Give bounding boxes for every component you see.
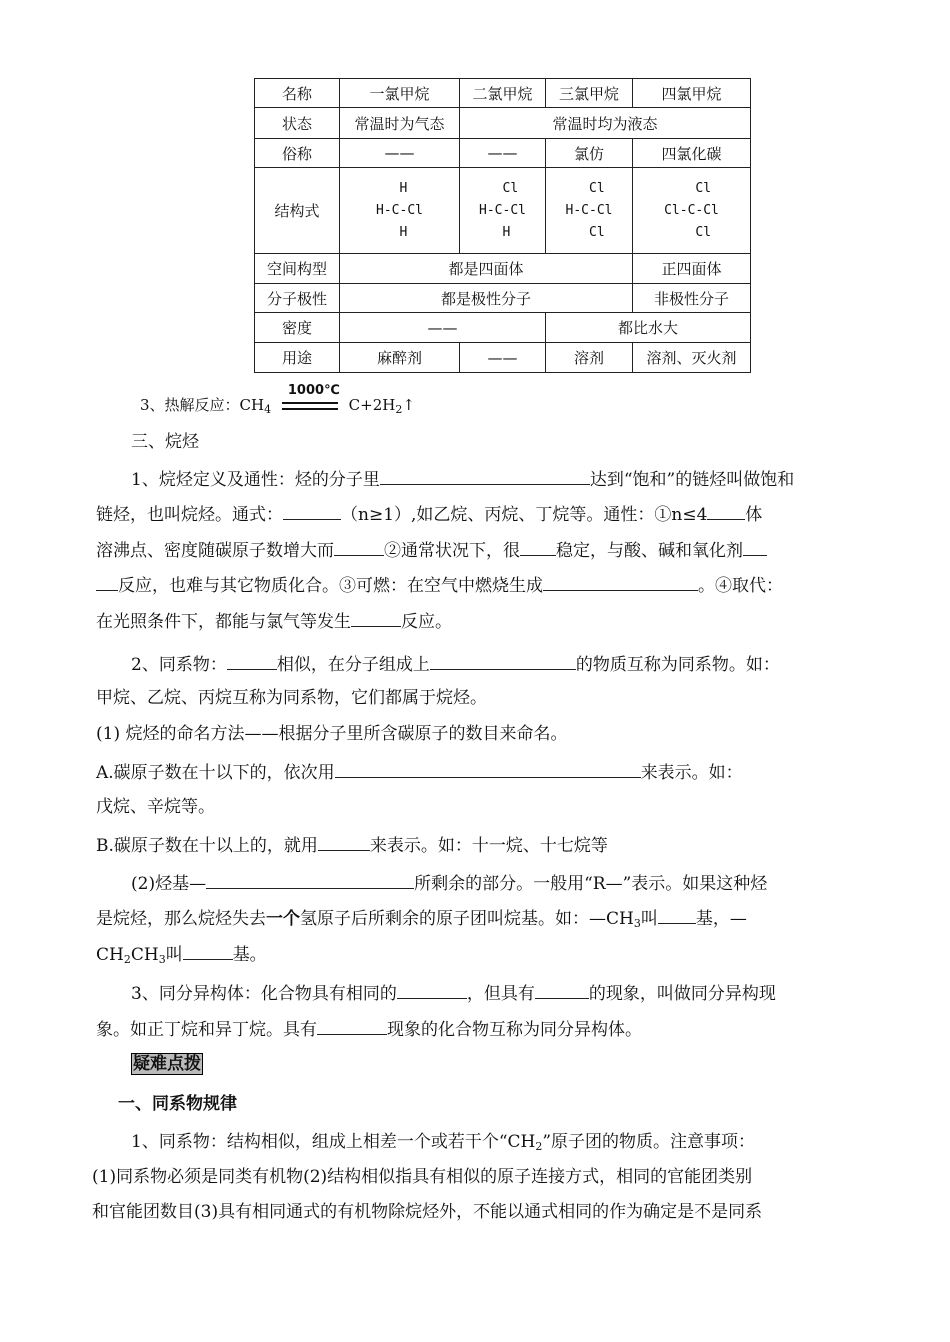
alkane-definition-line3: 溶沸点、密度随碳原子数增大而 ②通常状况下，很 稳定，与酸、碱和氧化剂 <box>96 537 767 563</box>
homolog-line2: 甲烷、乙烷、丙烷互称为同系物，它们都属于烷烃。 <box>96 688 487 708</box>
row-label-structure: 结构式 <box>255 168 340 254</box>
header-ch2cl2: 二氯甲烷 <box>460 79 546 108</box>
homolog-line1: 2、同系物： 相似，在分子组成上 的物质互称为同系物。如： <box>131 651 780 677</box>
fill-blank[interactable] <box>397 980 467 999</box>
fill-blank[interactable] <box>96 572 118 591</box>
common-ch2cl2: —— <box>460 139 546 168</box>
naming-a-line2: 戊烷、辛烷等。 <box>96 797 215 817</box>
row-label-polarity: 分子极性 <box>255 284 340 313</box>
isomer-line1: 3、同分异构体：化合物具有相同的 ，但具有 的现象，叫做同分异构现 <box>131 980 776 1006</box>
fill-blank[interactable] <box>283 501 341 520</box>
fill-blank[interactable] <box>206 870 414 889</box>
header-ccl4: 四氯甲烷 <box>633 79 751 108</box>
fill-blank[interactable] <box>543 572 698 591</box>
hydrocarbyl-line2: 是烷烃，那么烷烃失去一个氢原子后所剩余的原子团叫烷基。如：$—CH_3$叫 基，— <box>96 905 747 936</box>
row-label-density: 密度 <box>255 313 340 343</box>
fill-blank[interactable] <box>430 651 576 670</box>
fill-blank[interactable] <box>335 759 641 778</box>
chloromethane-properties-table <box>254 78 751 373</box>
hydrocarbyl-line1: (2)烃基— 所剩余的部分。一般用“R—”表示。如果这种烃 <box>131 870 767 896</box>
use-chcl3: 溶剂 <box>546 343 633 373</box>
common-ccl4: 四氯化碳 <box>633 139 751 168</box>
fill-blank[interactable] <box>380 466 590 485</box>
fill-blank[interactable] <box>227 651 277 670</box>
heading-homolog-rules: 一、同系物规律 <box>118 1094 237 1114</box>
fill-blank[interactable] <box>334 537 384 556</box>
fill-blank[interactable] <box>743 537 767 556</box>
polarity-ccl4: 非极性分子 <box>633 284 751 313</box>
fill-blank[interactable] <box>707 501 745 520</box>
alkane-definition-line2: 链烃，也叫烷烃。通式： （n≥1）,如乙烷、丙烷、丁烷等。通性：①n≤4 体 <box>96 501 762 527</box>
fill-blank[interactable] <box>183 941 233 960</box>
density-first2: —— <box>340 313 546 343</box>
structure-ch3cl: H H-C-Cl H <box>376 180 423 240</box>
header-ch3cl: 一氯甲烷 <box>340 79 460 108</box>
equals-sign <box>282 402 338 404</box>
row-label-geometry: 空间构型 <box>255 254 340 284</box>
common-ch3cl: —— <box>340 139 460 168</box>
structure-ccl4: Cl Cl-C-Cl Cl <box>664 180 719 240</box>
section-badge: 疑难点拨 <box>133 1054 201 1074</box>
alkane-definition-line1: 1、烷烃定义及通性：烃的分子里 达到“饱和”的链烃叫做饱和 <box>131 466 794 492</box>
fill-blank[interactable] <box>318 832 370 851</box>
header-name: 名称 <box>255 79 340 108</box>
use-ch3cl: 麻醉剂 <box>340 343 460 373</box>
structure-chcl3: Cl H-C-Cl Cl <box>565 180 613 240</box>
fill-blank[interactable] <box>520 537 556 556</box>
section-heading-alkanes: 三、烷烃 <box>131 432 199 452</box>
use-ch2cl2: —— <box>460 343 546 373</box>
reaction-condition: 1000℃ <box>287 383 340 398</box>
density-last2: 都比水大 <box>546 313 751 343</box>
naming-method: (1) 烷烃的命名方法——根据分子里所含碳原子的数目来命名。 <box>96 724 568 744</box>
alkane-definition-line4: 反应，也难与其它物质化合。③可燃：在空气中燃烧生成 。④取代： <box>96 572 783 598</box>
row-label-use: 用途 <box>255 343 340 373</box>
row-label-common-name: 俗称 <box>255 139 340 168</box>
header-chcl3: 三氯甲烷 <box>546 79 633 108</box>
geometry-ccl4: 正四面体 <box>633 254 751 284</box>
hydrocarbyl-line3: $CH_2CH_3$叫 基。 <box>96 941 267 972</box>
pyrolysis-reaction: 3、热解反应：$CH_4$ 1000℃ $C+2H_2↑$ <box>140 393 415 422</box>
common-chcl3: 氯仿 <box>546 139 633 168</box>
use-ccl4: 溶剂、灭火剂 <box>633 343 751 373</box>
fill-blank[interactable] <box>535 980 589 999</box>
fill-blank[interactable] <box>351 608 401 627</box>
homolog-rule-line2: (1)同系物必须是同类有机物(2)结构相似指具有相似的原子连接方式，相同的官能团类别 <box>92 1167 753 1187</box>
alkane-definition-line5: 在光照条件下，都能与氯气等发生 反应。 <box>96 608 452 634</box>
geometry-first3: 都是四面体 <box>340 254 633 284</box>
homolog-rule-line3: 和官能团数目(3)具有相同通式的有机物除烷烃外，不能以通式相同的作为确定是不是同系 <box>92 1202 763 1222</box>
isomer-line2: 象。如正丁烷和异丁烷。具有 现象的化合物互称为同分异构体。 <box>96 1016 642 1042</box>
state-rest: 常温时均为液态 <box>460 108 751 139</box>
structure-ch2cl2: Cl H-C-Cl H <box>479 180 526 240</box>
fill-blank[interactable] <box>317 1016 387 1035</box>
naming-a-line1: A.碳原子数在十以下的，依次用 来表示。如： <box>96 759 743 785</box>
naming-b-line: B.碳原子数在十以上的，就用 来表示。如：十一烷、十七烷等 <box>96 832 608 858</box>
state-ch3cl: 常温时为气态 <box>340 108 460 139</box>
polarity-first3: 都是极性分子 <box>340 284 633 313</box>
fill-blank[interactable] <box>658 905 696 924</box>
homolog-rule-line1: 1、同系物：结构相似，组成上相差一个或若干个“$CH_2$”原子团的物质。注意事项： <box>131 1132 756 1153</box>
row-label-state: 状态 <box>255 108 340 139</box>
